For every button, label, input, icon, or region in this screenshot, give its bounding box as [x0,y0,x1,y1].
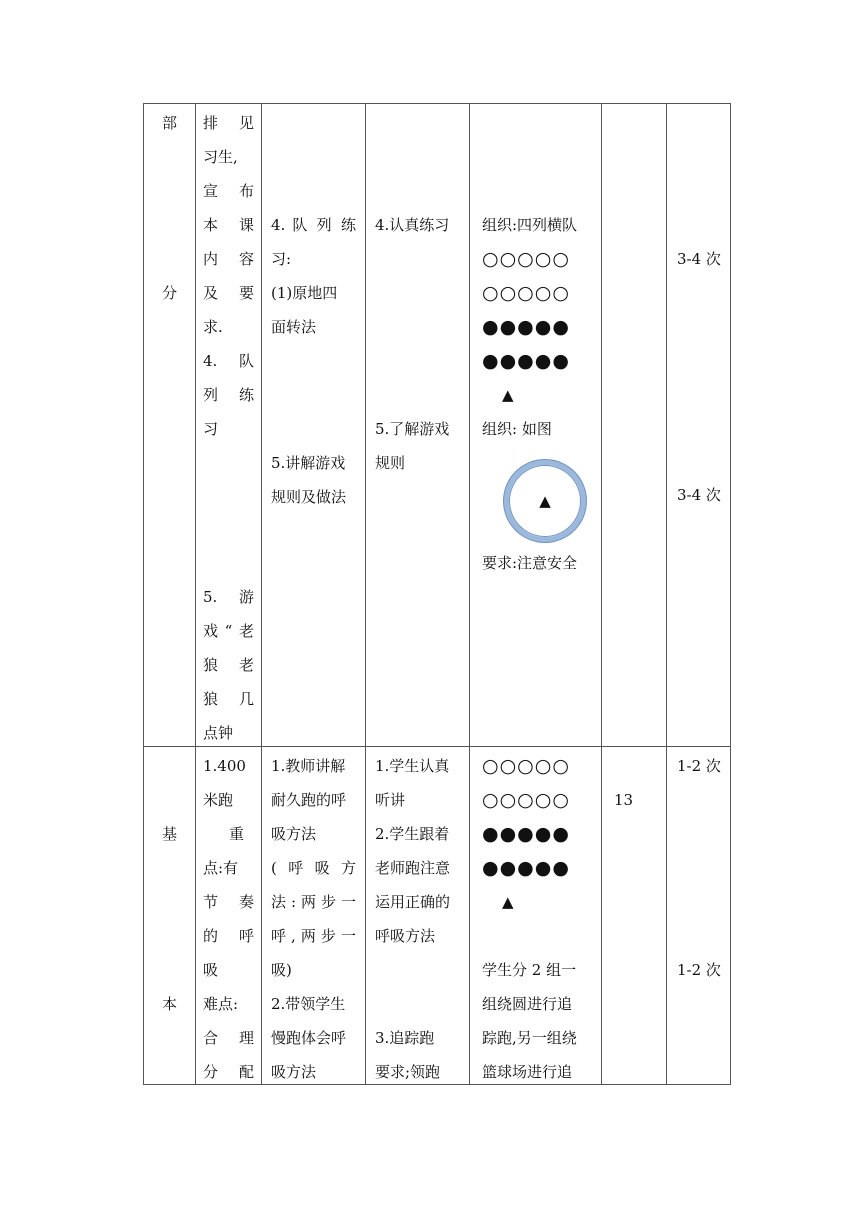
organization-label: 组织:四列横队 [482,216,578,234]
content-line: 点钟 [203,724,234,742]
student-line: 听讲 [375,791,406,809]
teacher-line: (1)原地四 [271,284,338,302]
organization-cell [470,104,602,747]
content-line: 排 见 [203,114,254,132]
content-line: 及 要 [203,284,254,302]
content-line: 难点: [203,995,239,1013]
content-line: 习 [203,420,219,438]
student-hollow-row: ○○○○○ [482,248,570,270]
student-activity-cell [366,747,470,1085]
content-line: 习生, [203,148,238,166]
section-char: 分 [161,284,177,302]
student-solid-row: ●●●●● [482,823,570,845]
reps-value: 1-2 次 [677,757,721,775]
content-line: 列 练 [203,386,254,404]
reps-value: 3-4 次 [677,486,721,504]
student-solid-row: ●●●●● [482,316,570,338]
content-cell [196,104,262,747]
organization-line: 篮球场进行追 [482,1063,573,1081]
content-line: 吸 [203,961,219,979]
table-row [144,104,731,747]
requirement-text: 要求:注意安全 [482,554,578,572]
table-row [144,747,731,1085]
student-line: 要求;领跑 [375,1063,441,1081]
teacher-line: 呼,两步一 [271,927,356,945]
teacher-line: 吸方法 [271,1063,317,1081]
teacher-marker-icon: ▲ [502,386,514,404]
student-line: 5.了解游戏 [375,420,450,438]
teacher-line: 面转法 [271,318,317,336]
student-hollow-row: ○○○○○ [482,282,570,304]
teacher-line: 慢跑体会呼 [271,1029,347,1047]
section-cell [144,104,196,747]
section-cell [144,747,196,1085]
teacher-marker-icon: ▲ [502,893,514,911]
teacher-line: 5.讲解游戏 [271,454,346,472]
circle-formation-icon [504,460,586,542]
content-line: 5. 游 [203,588,254,606]
content-line: 内 容 [203,250,254,268]
content-line: 4. 队 [203,352,254,370]
student-line: 4.认真练习 [375,216,450,234]
student-hollow-row: ○○○○○ [482,755,570,777]
teacher-line: 习: [271,250,292,268]
time-cell [602,747,667,1085]
teacher-activity-cell [262,104,366,747]
section-char: 本 [161,995,177,1013]
content-line: 重 [229,825,245,843]
student-line: 呼吸方法 [375,927,436,945]
section-char: 部 [161,114,177,132]
teacher-line: 耐久跑的呼 [271,791,347,809]
content-line: 节 奏 [203,893,254,911]
organization-line: 学生分 2 组一 [482,961,577,979]
reps-cell [667,104,731,747]
content-line: 1.400 [203,757,246,775]
content-line: 合 理 [203,1029,254,1047]
content-line: 求. [203,318,223,336]
student-solid-row: ●●●●● [482,857,570,879]
reps-value: 3-4 次 [677,250,721,268]
content-cell [196,747,262,1085]
student-line: 规则 [375,454,406,472]
organization-label: 组织: 如图 [482,420,552,438]
content-line: 分 配 [203,1063,254,1081]
time-value: 13 [614,791,634,809]
time-cell [602,104,667,747]
content-line: 狼 几 [203,690,254,708]
student-hollow-row: ○○○○○ [482,789,570,811]
content-line: 狼 老 [203,656,254,674]
student-line: 老师跑注意 [375,859,451,877]
teacher-line: 法:两步一 [271,893,356,911]
content-line: 戏“老 [203,622,254,640]
teacher-line: 2.带领学生 [271,995,346,1013]
student-line: 运用正确的 [375,893,451,911]
student-activity-cell [366,104,470,747]
reps-value: 1-2 次 [677,961,721,979]
organization-line: 踪跑,另一组绕 [482,1029,577,1047]
teacher-line: 规则及做法 [271,488,347,506]
teacher-line: 吸) [271,961,292,979]
content-line: 宣 布 [203,182,254,200]
teacher-line: 1.教师讲解 [271,757,346,775]
organization-cell [470,747,602,1085]
teacher-marker-icon: ▲ [539,492,551,510]
section-char: 基 [161,825,177,843]
lesson-plan-table [143,103,731,1085]
content-line: 点:有 [203,859,239,877]
teacher-line: 吸方法 [271,825,317,843]
student-line: 1.学生认真 [375,757,450,775]
teacher-activity-cell [262,747,366,1085]
teacher-line: 4. 队 列 练 [271,216,356,234]
student-solid-row: ●●●●● [482,350,570,372]
reps-cell [667,747,731,1085]
content-line: 本 课 [203,216,254,234]
content-line: 米跑 [203,791,234,809]
student-line: 3.追踪跑 [375,1029,435,1047]
organization-line: 组绕圆进行追 [482,995,573,1013]
student-line: 2.学生跟着 [375,825,450,843]
content-line: 的 呼 [203,927,254,945]
teacher-line: (呼吸方 [271,859,356,877]
